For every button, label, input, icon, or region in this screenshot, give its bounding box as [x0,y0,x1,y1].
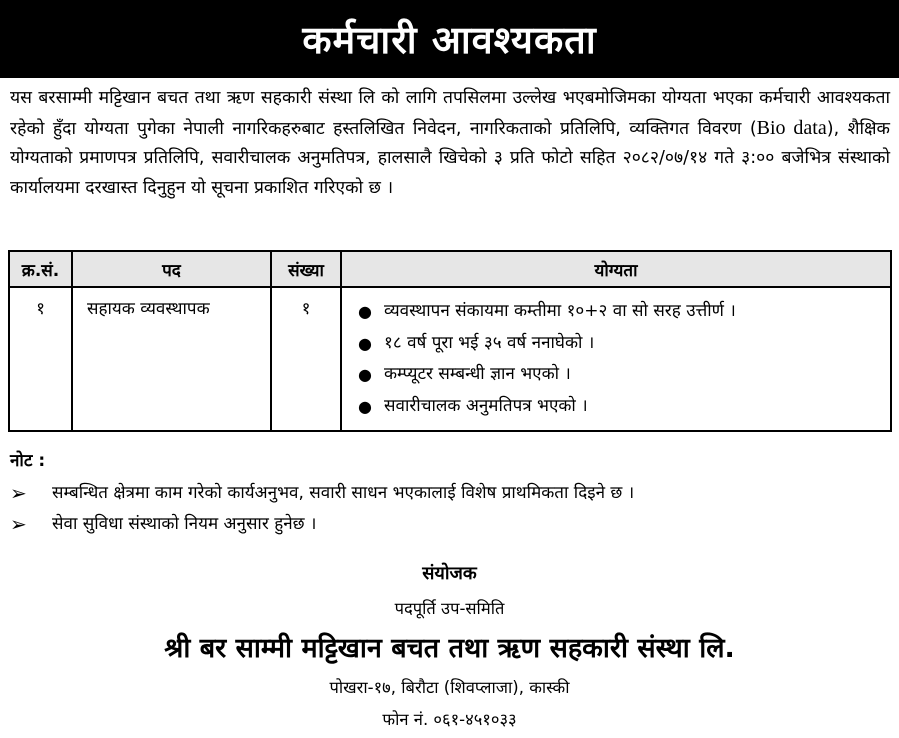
note-text: सम्बन्धित क्षेत्रमा काम गरेको कार्यअनुभव, सवारी साधन भएकालाई विशेष प्राथमिकता दिइने छ । [52,483,635,503]
disc-bullet-icon: ● [358,365,372,384]
disc-bullet-icon: ● [358,333,372,353]
header-post: पद [72,251,271,287]
table-row [9,287,891,431]
qualification-text: १८ वर्ष पूरा भई ३५ वर्ष ननाघेको । [384,332,595,353]
header-qualification: योग्यता [341,251,891,287]
note-list [10,478,890,540]
arrowhead-icon: ➢ [10,512,27,536]
disc-bullet-icon: ● [358,396,372,416]
convener-label: संयोजक [422,563,477,584]
vacancy-table [8,250,892,432]
qualification-text: कम्प्यूटर सम्बन्धी ज्ञान भएको । [384,364,571,384]
disc-bullet-icon: ● [358,302,372,321]
cell-qualifications [341,287,891,431]
qualification-item [358,328,890,360]
organization-phone: फोन नं. ०६१-४५१०३३ [382,710,517,729]
qualification-item [358,296,890,328]
notice-title: कर्मचारी आवश्यकता [302,18,597,62]
header-count: संख्या [271,251,341,287]
note-item [10,509,890,540]
note-text: सेवा सुविधा संस्थाको नियम अनुसार हुनेछ । [52,514,317,534]
intro-text-part2: ), शैक्षिक योग्यताको प्रमाणपत्र प्रतिलिपि, सवारीचालक अनुमतिपत्र, हालसालै खिचेको ३ प्रति फोटो सहित २०८२/०७/१४ गते ३:०० बजेभित्र संस्थाको कार्यालयमा दरखास्त दिनुहुन यो सूचना प्रकाशित गरिएको छ । [10,118,890,198]
header-sn: क्र.सं. [9,251,72,287]
table-header-row [9,251,891,287]
cell-post: सहायक व्यवस्थापक [72,287,271,431]
arrowhead-icon: ➢ [10,481,27,505]
note-item [10,478,890,509]
committee-name: पदपूर्ति उप-समिति [394,599,505,618]
intro-paragraph [10,84,890,203]
bio-data-text: Bio data [756,116,827,139]
cell-sn: १ [9,287,72,431]
organization-address: पोखरा-१७, बिरौटा (शिवप्लाजा), कास्की [329,678,570,697]
qualification-item [358,359,890,391]
qualification-text: सवारीचालक अनुमतिपत्र भएको । [384,395,588,416]
qualification-list [342,296,890,422]
organization-name: श्री बर साम्मी मट्टिखान बचत तथा ऋण सहकारी संस्था लि. [164,633,735,664]
qualification-text: व्यवस्थापन संकायमा कम्तीमा १०+२ वा सो सरह उत्तीर्ण । [384,301,736,321]
cell-count: १ [271,287,341,431]
intro-text-part1: यस बरसाम्मी मट्टिखान बचत तथा ऋण सहकारी संस्था लि को लागि तपसिलमा उल्लेख भएबमोजिमका योग्यता भएका कर्मचारी आवश्यकता रहेको हुँदा योग्यता पुगेका नेपाली नागरिकहरुबाट हस्तलिखित निवेदन, नागरिकताको प्रतिलिपि, व्यक्तिगत विवरण ( [10,88,890,139]
notice-title-bar [0,0,899,78]
qualification-item [358,391,890,423]
note-heading: नोट : [10,451,46,471]
